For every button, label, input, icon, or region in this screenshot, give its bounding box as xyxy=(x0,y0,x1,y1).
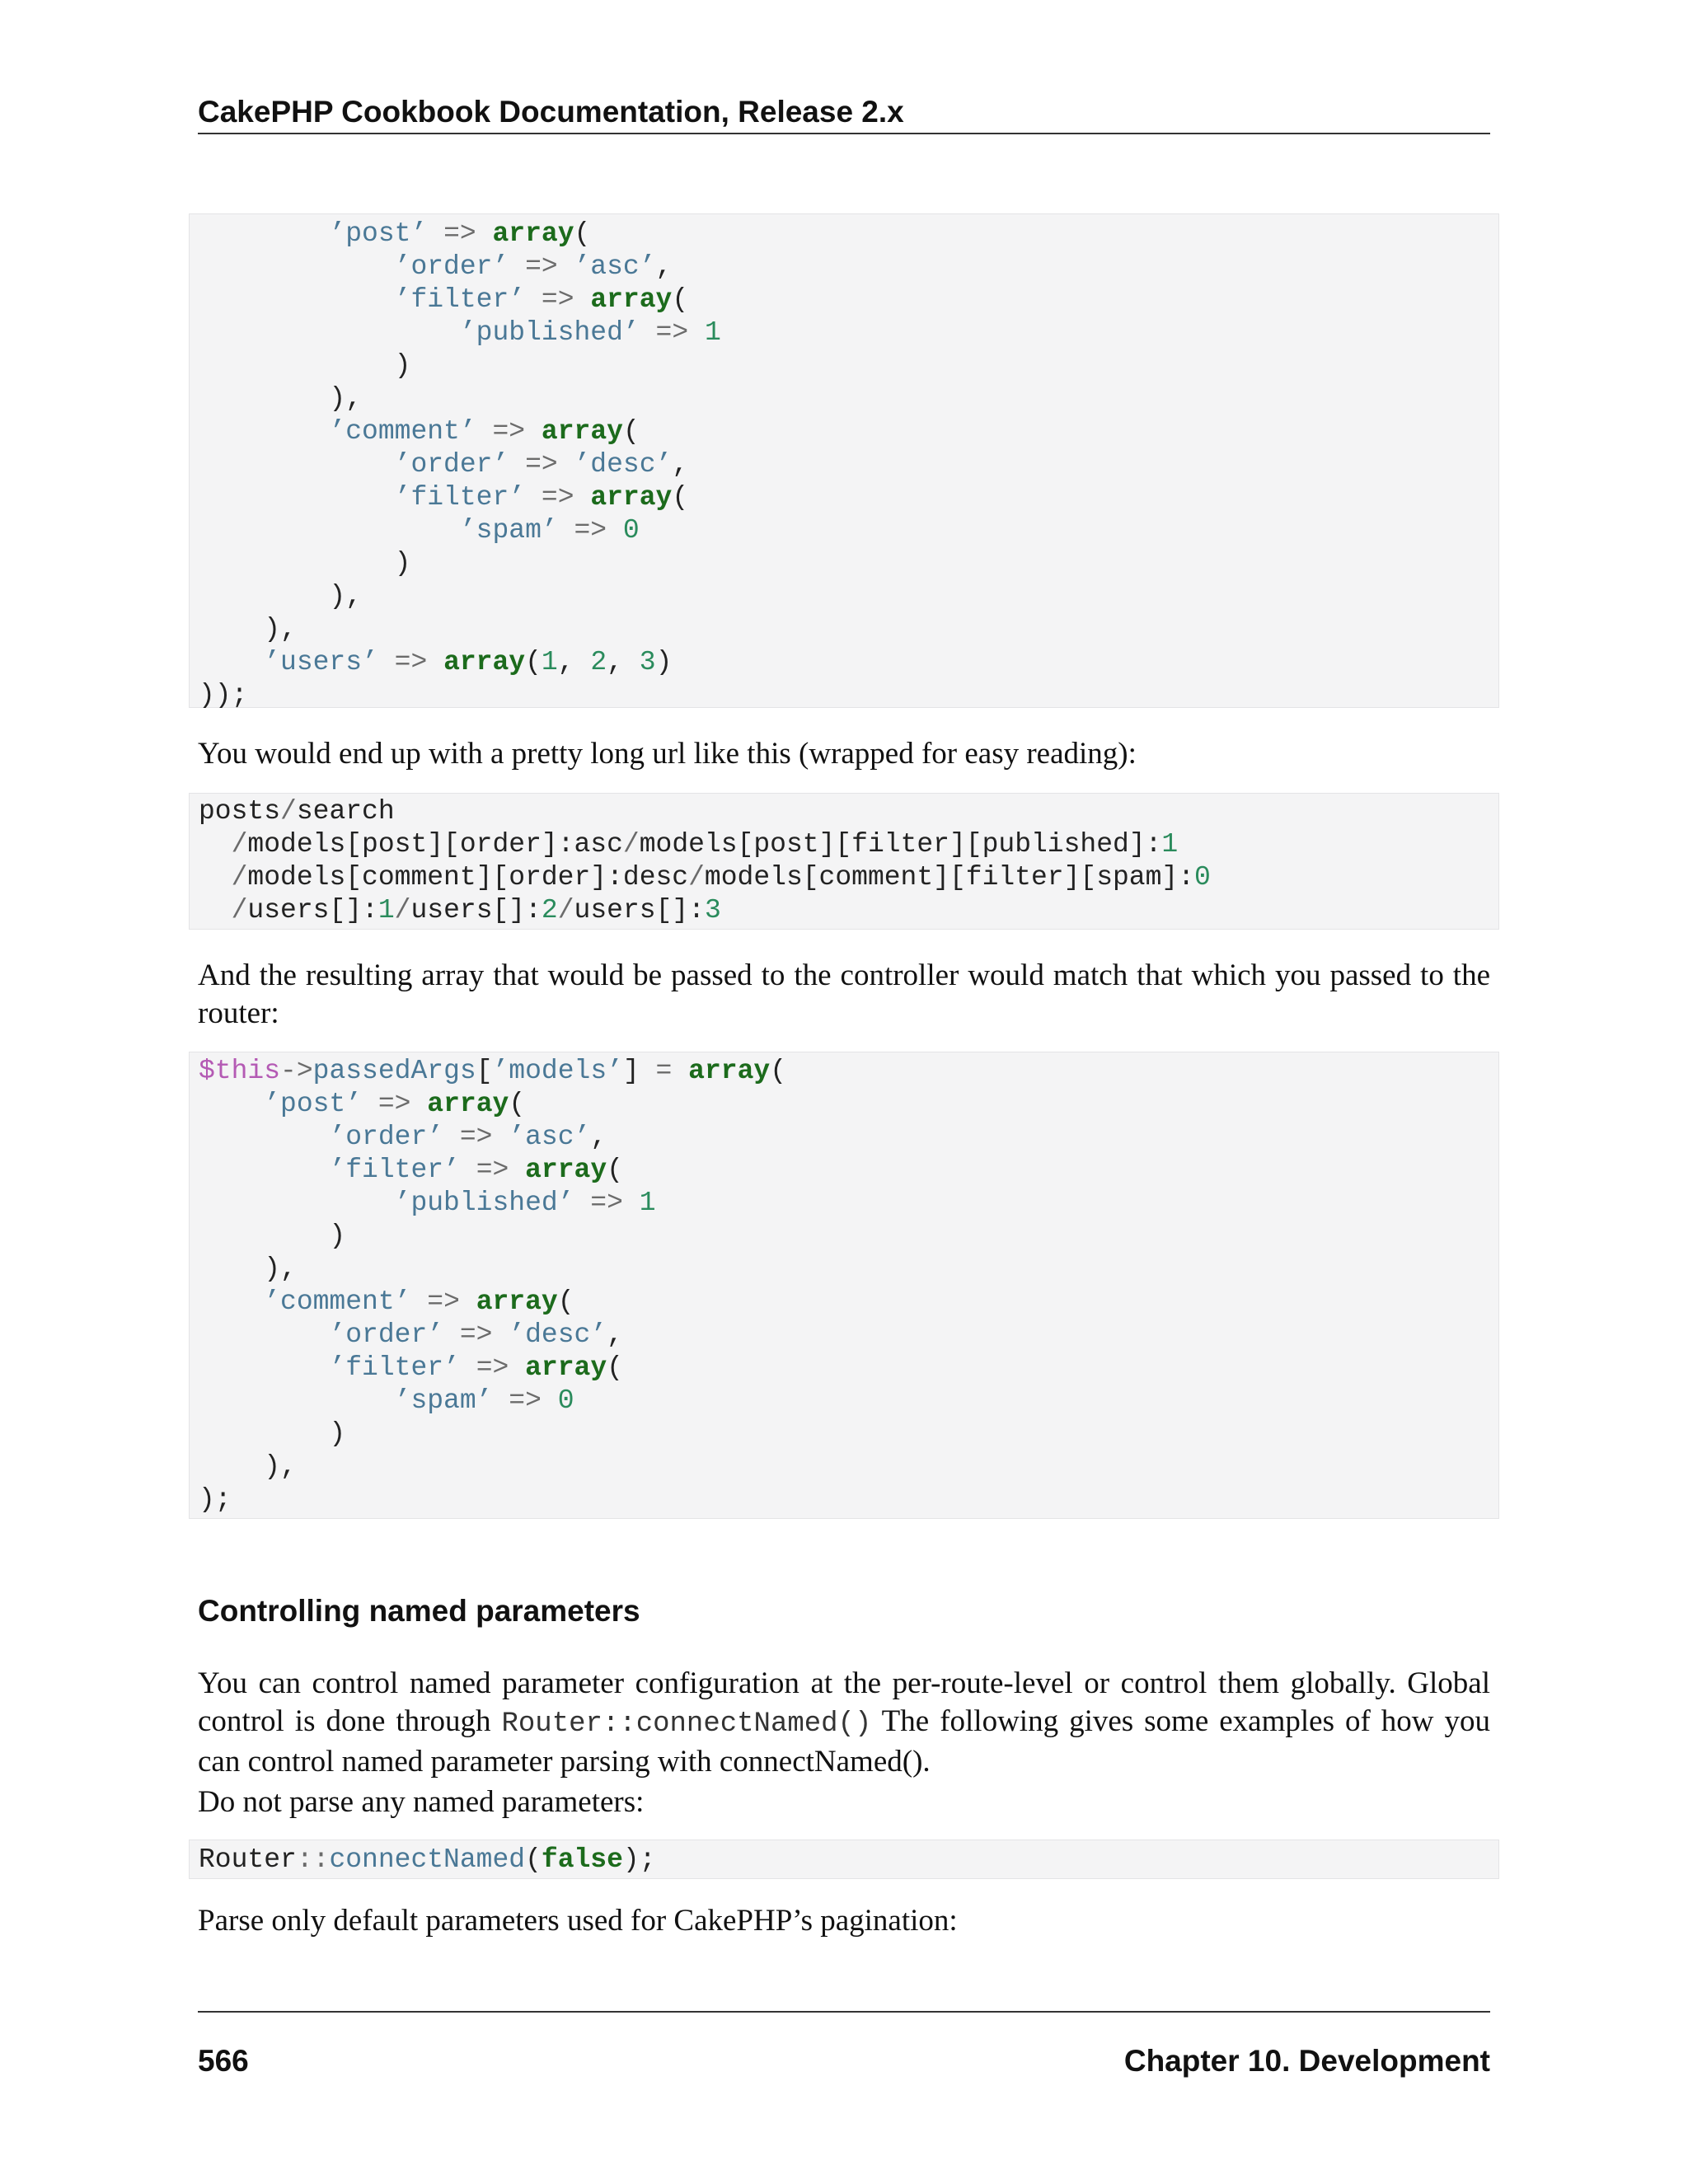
code-token xyxy=(525,284,542,315)
code-token xyxy=(199,1089,264,1119)
code-token: => xyxy=(509,1385,542,1416)
code-token: [ xyxy=(476,1056,493,1086)
code-line xyxy=(199,1286,1498,1319)
code-token xyxy=(199,1188,395,1218)
code-token xyxy=(378,647,395,677)
code-token: -> xyxy=(280,1056,313,1086)
code-token: ’published’ xyxy=(394,1188,574,1218)
code-token xyxy=(410,1089,427,1119)
code-line xyxy=(199,547,1498,580)
code-token xyxy=(199,482,395,513)
code-line xyxy=(199,1385,1498,1418)
chapter-title: Chapter 10. Development xyxy=(1123,2044,1490,2078)
code-line xyxy=(199,251,1498,284)
code-token: => xyxy=(443,218,476,249)
code-token xyxy=(509,449,525,480)
code-token xyxy=(640,317,656,348)
code-token: / xyxy=(231,895,248,926)
code-line xyxy=(199,894,1498,927)
code-token xyxy=(199,284,395,315)
code-token: $this xyxy=(199,1056,281,1086)
code-token: ’filter’ xyxy=(329,1155,460,1185)
code-line xyxy=(199,284,1498,316)
code-token: ’comment’ xyxy=(264,1286,411,1317)
code-line xyxy=(199,448,1498,481)
code-line xyxy=(199,382,1498,415)
code-token: ), xyxy=(199,1451,297,1482)
code-token: = xyxy=(655,1056,673,1086)
code-token xyxy=(199,1155,329,1185)
code-token xyxy=(525,482,542,513)
code-token: ’spam’ xyxy=(394,1385,493,1416)
code-token: , xyxy=(607,647,640,677)
code-token xyxy=(492,1319,509,1350)
code-token: ’spam’ xyxy=(459,515,558,546)
code-token xyxy=(199,515,460,546)
code-token xyxy=(199,829,232,860)
code-token: ); xyxy=(622,1844,656,1875)
code-line xyxy=(199,1121,1498,1154)
code-token xyxy=(476,416,493,447)
code-line xyxy=(199,415,1498,448)
code-token: ( xyxy=(525,647,542,677)
code-token xyxy=(607,515,623,546)
code-token xyxy=(623,1188,640,1218)
paragraph-long-url xyxy=(198,735,1490,773)
code-token: => xyxy=(541,482,574,513)
code-token xyxy=(574,284,591,315)
code-token: ’post’ xyxy=(329,218,428,249)
code-block-named-args xyxy=(189,213,1499,708)
code-token: => xyxy=(459,1319,493,1350)
code-token: ( xyxy=(770,1056,787,1086)
code-token: / xyxy=(280,796,297,827)
code-token xyxy=(199,317,460,348)
code-token: ’order’ xyxy=(394,449,509,480)
code-token: posts xyxy=(199,796,281,827)
code-token xyxy=(199,862,232,893)
paragraph-control-named xyxy=(198,1665,1490,1781)
code-token: search xyxy=(296,796,395,827)
code-token xyxy=(362,1089,378,1119)
code-token: array xyxy=(541,416,623,447)
code-token xyxy=(443,1319,460,1350)
code-line xyxy=(199,679,1498,712)
code-token: 2 xyxy=(541,895,558,926)
code-token xyxy=(199,1385,395,1416)
code-block-passed-args xyxy=(189,1052,1499,1519)
code-token xyxy=(199,1352,329,1383)
code-token: ), xyxy=(199,1254,297,1284)
code-token: false xyxy=(541,1844,623,1875)
code-token: users[]: xyxy=(574,895,705,926)
code-token: => xyxy=(655,317,689,348)
code-line xyxy=(199,1055,1498,1088)
code-token: ( xyxy=(607,1352,623,1383)
code-token: ) xyxy=(199,1418,346,1449)
code-token: , xyxy=(607,1319,623,1350)
code-token: => xyxy=(394,647,428,677)
code-token xyxy=(558,251,574,282)
code-token: ( xyxy=(557,1286,574,1317)
code-token xyxy=(558,515,574,546)
paragraph-long-url-text: You would end up with a pretty long url like this (wrapped for easy reading): xyxy=(198,737,1137,771)
code-line xyxy=(199,1319,1498,1352)
code-token: , xyxy=(590,1122,607,1152)
code-token: ’models’ xyxy=(492,1056,623,1086)
code-token xyxy=(199,251,395,282)
code-token xyxy=(199,1286,264,1317)
code-token: => xyxy=(476,1352,509,1383)
code-token: users[]: xyxy=(247,895,378,926)
code-token: => xyxy=(525,251,558,282)
code-line xyxy=(199,316,1498,349)
code-token: ) xyxy=(655,647,673,677)
code-line xyxy=(199,1220,1498,1253)
code-token xyxy=(199,1122,329,1152)
code-token: => xyxy=(525,449,558,480)
code-token: 0 xyxy=(1194,862,1211,893)
code-token: ); xyxy=(199,1484,232,1515)
code-token: array xyxy=(590,284,673,315)
code-token xyxy=(199,895,232,926)
code-token: => xyxy=(574,515,607,546)
code-token: ( xyxy=(672,284,689,315)
code-token: ’desc’ xyxy=(574,449,673,480)
header-rule xyxy=(198,133,1490,134)
code-line xyxy=(199,218,1498,251)
paragraph-text-after: The following gives some examples of how you can control named parameter parsing with connectNamed(). xyxy=(198,1704,1490,1779)
code-token: 1 xyxy=(541,647,558,677)
paragraph-control-named-text xyxy=(198,1665,1490,1781)
code-token: models[post][order]:asc xyxy=(247,829,623,860)
code-token xyxy=(427,218,443,249)
code-line xyxy=(199,828,1498,861)
code-line xyxy=(199,514,1498,547)
code-token: models[comment][order]:desc xyxy=(247,862,689,893)
code-token: 1 xyxy=(704,317,721,348)
code-token: ’order’ xyxy=(329,1122,444,1152)
code-token: , xyxy=(557,647,591,677)
code-token: ] xyxy=(622,1056,656,1086)
footer-rule xyxy=(198,2011,1490,2013)
code-token: models[post][filter][published]: xyxy=(639,829,1162,860)
code-token: ’comment’ xyxy=(329,416,476,447)
code-line xyxy=(199,1187,1498,1220)
code-token: ) xyxy=(199,1221,346,1251)
code-token: 1 xyxy=(639,1188,656,1218)
paragraph-resulting-array-text: And the resulting array that would be passed to the controller would match that which you passed to the router: xyxy=(198,958,1490,1030)
code-token: 1 xyxy=(1161,829,1179,860)
code-token: ’asc’ xyxy=(509,1122,591,1152)
paragraph-text-before: You can control named parameter configuration at the per-route-level or control them globally. Global control is done through xyxy=(198,1666,1490,1738)
code-token: connectNamed xyxy=(329,1844,526,1875)
code-token xyxy=(492,1122,509,1152)
code-token: ’asc’ xyxy=(574,251,656,282)
code-token: ), xyxy=(199,383,363,414)
code-token xyxy=(410,1286,427,1317)
code-line xyxy=(199,795,1498,828)
code-token: => xyxy=(427,1286,460,1317)
code-token: ( xyxy=(509,1089,526,1119)
code-token xyxy=(558,449,574,480)
code-token xyxy=(672,1056,688,1086)
code-token: ), xyxy=(199,581,363,612)
code-token: array xyxy=(525,1352,607,1383)
code-token: array xyxy=(492,218,574,249)
code-token: 0 xyxy=(622,515,640,546)
code-token: ( xyxy=(525,1844,542,1875)
code-token: , xyxy=(655,251,673,282)
code-token: )); xyxy=(199,680,248,710)
code-token xyxy=(574,1188,590,1218)
code-line xyxy=(199,613,1498,646)
code-token xyxy=(509,251,525,282)
code-token: array xyxy=(476,1286,558,1317)
code-token: users[]: xyxy=(410,895,542,926)
code-token xyxy=(460,1155,476,1185)
paragraph-resulting-array xyxy=(198,957,1490,1033)
code-token: array xyxy=(525,1155,607,1185)
code-token: :: xyxy=(296,1844,330,1875)
code-line xyxy=(199,1253,1498,1286)
code-token: => xyxy=(377,1089,411,1119)
code-line xyxy=(199,481,1498,514)
code-token: ’order’ xyxy=(329,1319,444,1350)
code-token: array xyxy=(443,647,526,677)
code-token xyxy=(542,1385,558,1416)
code-token: => xyxy=(459,1122,493,1152)
code-token xyxy=(574,482,591,513)
code-token: / xyxy=(688,862,705,893)
code-token xyxy=(476,218,493,249)
paragraph-parse-default-text: Parse only default parameters used for CakePHP’s pagination: xyxy=(198,1904,958,1938)
code-line xyxy=(199,646,1498,679)
code-token: => xyxy=(476,1155,509,1185)
code-line xyxy=(199,1451,1498,1483)
paragraph-do-not-parse-text: Do not parse any named parameters: xyxy=(198,1785,645,1819)
code-token xyxy=(443,1122,460,1152)
code-token xyxy=(492,1385,509,1416)
code-block-url xyxy=(189,793,1499,930)
inline-code-connectnamed: Router::connectNamed() xyxy=(501,1708,872,1740)
page-number: 566 xyxy=(198,2044,249,2078)
code-line xyxy=(199,861,1498,894)
code-token: 3 xyxy=(639,647,656,677)
code-token: ’order’ xyxy=(394,251,509,282)
code-token: array xyxy=(688,1056,771,1086)
code-token: ’post’ xyxy=(264,1089,363,1119)
code-token: / xyxy=(557,895,574,926)
code-line xyxy=(199,1154,1498,1187)
code-token: / xyxy=(231,862,248,893)
code-token: array xyxy=(590,482,673,513)
code-token: ’published’ xyxy=(459,317,640,348)
code-token: ), xyxy=(199,614,297,644)
paragraph-do-not-parse xyxy=(198,1783,1490,1821)
code-block-connectnamed-false xyxy=(189,1840,1499,1879)
code-token: / xyxy=(231,829,248,860)
code-token xyxy=(460,1352,476,1383)
code-token xyxy=(688,317,705,348)
code-token: => xyxy=(541,284,574,315)
code-token xyxy=(460,1286,476,1317)
code-line xyxy=(199,1844,1498,1877)
code-token: / xyxy=(622,829,640,860)
code-token: 3 xyxy=(704,895,721,926)
code-token: ’filter’ xyxy=(329,1352,460,1383)
code-token: , xyxy=(672,449,689,480)
code-token xyxy=(427,647,443,677)
code-token: ’filter’ xyxy=(394,482,526,513)
code-token xyxy=(199,416,329,447)
code-token: ) xyxy=(199,548,411,579)
code-token: ’desc’ xyxy=(509,1319,607,1350)
code-token: 0 xyxy=(557,1385,574,1416)
page-footer xyxy=(198,2044,1490,2079)
code-token xyxy=(525,416,542,447)
code-token xyxy=(199,1319,329,1350)
code-line xyxy=(199,580,1498,613)
code-token: array xyxy=(427,1089,509,1119)
code-line xyxy=(199,1088,1498,1121)
code-line xyxy=(199,1483,1498,1516)
code-token: / xyxy=(394,895,411,926)
code-token xyxy=(199,647,264,677)
code-token: ) xyxy=(199,350,411,381)
code-token: ( xyxy=(607,1155,623,1185)
code-token: ( xyxy=(672,482,689,513)
code-token: => xyxy=(492,416,526,447)
code-token: ’users’ xyxy=(264,647,378,677)
code-token xyxy=(509,1155,525,1185)
code-line xyxy=(199,349,1498,382)
code-token: => xyxy=(590,1188,623,1218)
code-token: Router xyxy=(199,1844,297,1875)
page-header-title: CakePHP Cookbook Documentation, Release 2.x xyxy=(198,95,904,129)
code-line xyxy=(199,1352,1498,1385)
code-token xyxy=(199,218,329,249)
code-token: models[comment][filter][spam]: xyxy=(704,862,1195,893)
code-token: passedArgs xyxy=(312,1056,476,1086)
section-heading: Controlling named parameters xyxy=(198,1594,640,1628)
code-token xyxy=(509,1352,525,1383)
code-token xyxy=(199,449,395,480)
code-token: 1 xyxy=(377,895,395,926)
code-token: ’filter’ xyxy=(394,284,526,315)
code-line xyxy=(199,1418,1498,1451)
code-token: ( xyxy=(574,218,591,249)
code-token: 2 xyxy=(590,647,607,677)
paragraph-parse-default xyxy=(198,1902,1490,1940)
code-token: ( xyxy=(622,416,640,447)
